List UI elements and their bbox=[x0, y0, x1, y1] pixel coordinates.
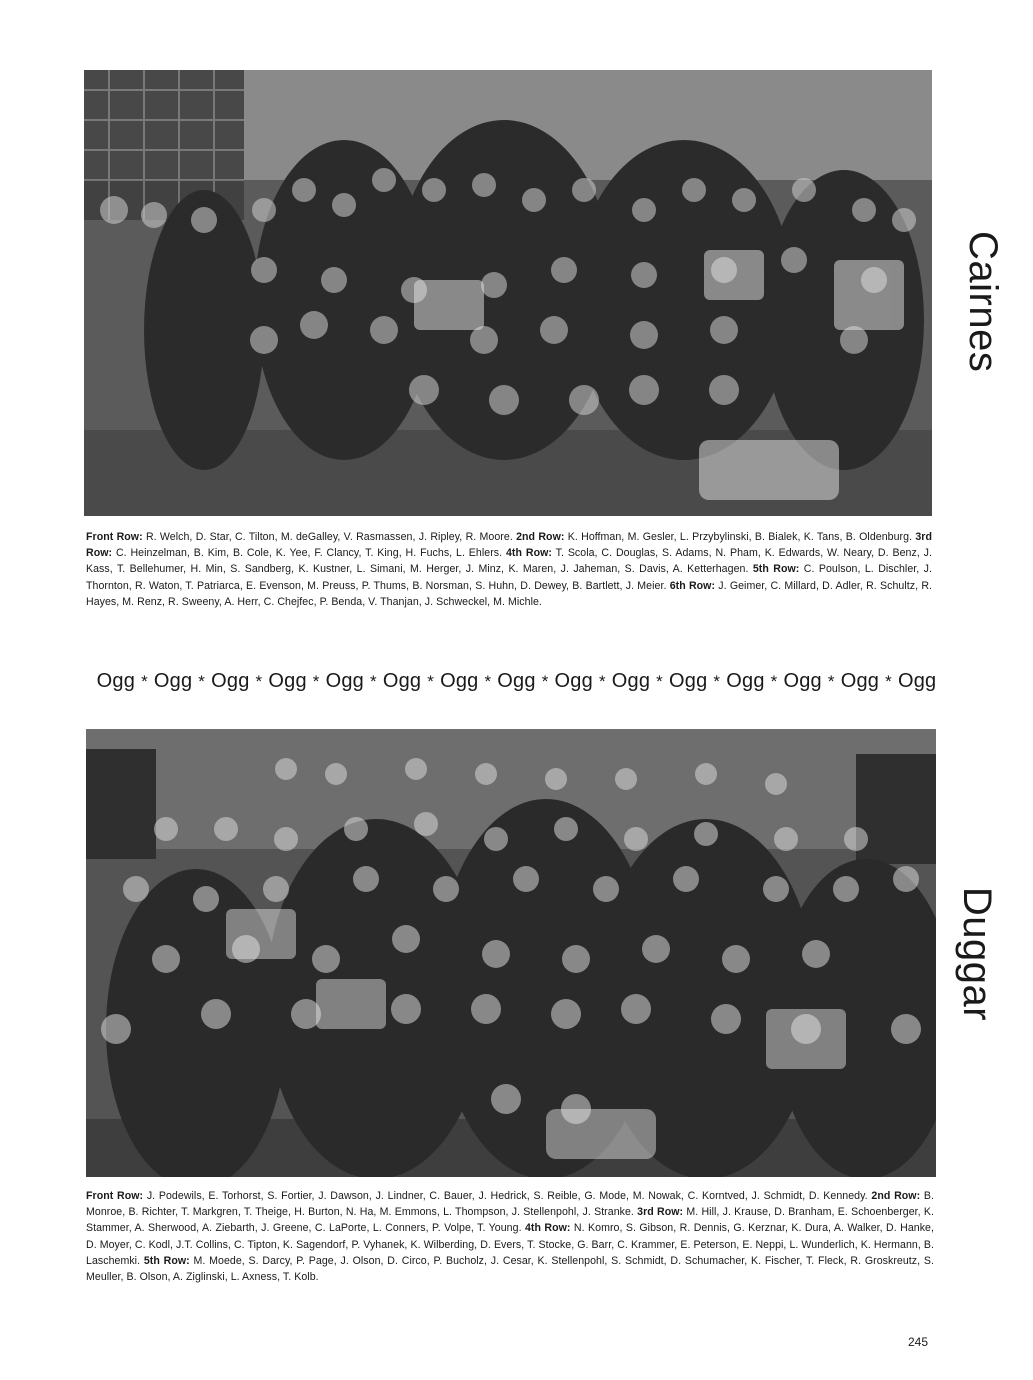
cairnes-caption bbox=[86, 529, 932, 610]
divider-star: * bbox=[198, 672, 206, 691]
divider-word: Ogg bbox=[897, 670, 937, 692]
divider-word: Ogg bbox=[783, 670, 822, 692]
divider-star: * bbox=[713, 672, 721, 691]
divider-star: * bbox=[370, 672, 377, 691]
divider-word: Ogg bbox=[554, 670, 593, 692]
divider-word: Ogg bbox=[268, 670, 307, 692]
divider-word: Ogg bbox=[611, 670, 651, 692]
caption-row-label: Front Row: bbox=[86, 1190, 144, 1202]
divider-star: * bbox=[541, 672, 549, 691]
divider-star: * bbox=[770, 672, 778, 691]
divider-word: Ogg bbox=[669, 670, 708, 692]
caption-row-names: T. Scola, C. Douglas, S. Adams, N. Pham, K. Edwards, W. Neary, D. Benz, J. Kass, T. Bellehumer, H. Min, S. Sandberg, K. Kustner, L. Simani, M. Herger, J. Minz, K. Maren, J. Jaheman, S. Davis, A. Ketterhagen. bbox=[86, 547, 932, 576]
caption-row-label: 5th Row: bbox=[143, 1254, 190, 1267]
divider-star: * bbox=[427, 672, 435, 691]
divider-star: * bbox=[141, 672, 148, 691]
caption-row-label: 3rd Row: bbox=[637, 1206, 684, 1219]
caption-row-label: Front Row: bbox=[86, 531, 143, 543]
divider-star: * bbox=[312, 672, 320, 691]
caption-row-names: B. Monroe, B. Richter, T. Markgren, T. Theige, H. Burton, N. Ha, M. Emmons, L. Thompson, J. Stellenpohl, J. Stranke. bbox=[86, 1190, 934, 1219]
caption-row-names: J. Podewils, E. Torhorst, S. Fortier, J. Dawson, J. Lindner, C. Bauer, J. Hedrick, S. Reible, G. Mode, M. Nowak, C. Korntved, J. Schmidt, D. Kennedy. bbox=[143, 1190, 872, 1202]
divider-word: Ogg bbox=[153, 670, 193, 692]
divider-word: Ogg bbox=[211, 670, 250, 692]
caption-row-names: M. Hill, J. Krause, D. Branham, E. Schoenberger, K. Stammer, A. Sherwood, A. Ziebarth, J. Greene, C. LaPorte, L. Conners, P. Volpe, T. Young. bbox=[86, 1206, 935, 1235]
caption-row-names: N. Komro, S. Gibson, R. Dennis, G. Kerznar, K. Dura, A. Walker, D. Hanke, D. Moyer, C. Kodl, J.T. Collins, C. Tipton, K. Sagendorf, P. Vyhanek, K. Wilberding, D. Evers, T. Stocke, G. Barr, C. Krammer, E. Peterson, E. Neppi, L. Wunderlich, K. Hermann, B. Laschemki. bbox=[86, 1222, 934, 1267]
caption-row-names: K. Hoffman, M. Gesler, L. Przybylinski, B. Bialek, K. Tans, B. Oldenburg. bbox=[564, 531, 916, 543]
caption-row-label: 2nd Row: bbox=[871, 1190, 921, 1202]
page-number: 245 bbox=[908, 1335, 929, 1349]
duggar-photo-artwork bbox=[86, 729, 936, 1177]
divider-word: Ogg bbox=[840, 670, 880, 692]
cairnes-group-photo bbox=[84, 70, 932, 516]
divider-star: * bbox=[598, 672, 606, 691]
duggar-caption bbox=[86, 1188, 934, 1285]
cairnes-photo-artwork bbox=[84, 70, 932, 516]
caption-row-names: C. Heinzelman, B. Kim, B. Cole, K. Yee, F. Clancy, T. King, H. Fuchs, L. Ehlers. bbox=[112, 547, 506, 560]
duggar-group-photo bbox=[86, 729, 936, 1177]
house-label-duggar: Duggar bbox=[955, 886, 999, 1022]
caption-row-label: 6th Row: bbox=[669, 579, 716, 592]
divider-star: * bbox=[255, 672, 263, 691]
caption-row-label: 4th Row: bbox=[505, 547, 552, 560]
divider-word: Ogg bbox=[440, 670, 479, 692]
divider-word: Ogg bbox=[726, 670, 765, 692]
divider-word: Ogg bbox=[325, 670, 364, 692]
divider-word: Ogg bbox=[497, 670, 536, 692]
caption-row-label: 4th Row: bbox=[524, 1222, 571, 1235]
house-label-cairnes: Cairnes bbox=[961, 231, 1005, 373]
divider-word: Ogg bbox=[382, 670, 422, 692]
caption-row-names: R. Welch, D. Star, C. Tilton, M. deGalley, V. Rasmassen, J. Ripley, R. Moore. bbox=[142, 531, 517, 543]
caption-row-label: 3rd Row: bbox=[86, 531, 932, 560]
caption-row-names: J. Geimer, C. Millard, D. Adler, R. Schultz, R. Hayes, M. Renz, R. Sweeny, A. Herr, C. Chejfec, P. Benda, V. Thanjan, J. Schweckel, M. Michle. bbox=[86, 579, 933, 608]
caption-row-names: M. Moede, S. Darcy, P. Page, J. Olson, D. Circo, P. Bucholz, J. Cesar, K. Stellenpohl, S. Schmidt, D. Schumacher, K. Fischer, T. Fleck, R. Groskreutz, S. Meuller, B. Olson, A. Ziglinski, L. Axness, T. Kolb. bbox=[86, 1254, 934, 1284]
divider-star: * bbox=[484, 672, 492, 691]
caption-row-label: 5th Row: bbox=[752, 563, 800, 576]
ogg-divider bbox=[0, 664, 1033, 699]
divider-word: Ogg bbox=[96, 670, 136, 692]
divider-star: * bbox=[885, 672, 892, 691]
caption-row-label: 2nd Row: bbox=[516, 531, 565, 543]
divider-star: * bbox=[656, 672, 663, 691]
caption-row-names: C. Poulson, L. Dischler, J. Thornton, R. Waton, T. Patriarca, E. Evenson, M. Preuss, P. Thums, B. Norsman, S. Huhn, D. Dewey, B. Bartlett, J. Meier. bbox=[86, 563, 932, 592]
divider-star: * bbox=[827, 672, 835, 691]
